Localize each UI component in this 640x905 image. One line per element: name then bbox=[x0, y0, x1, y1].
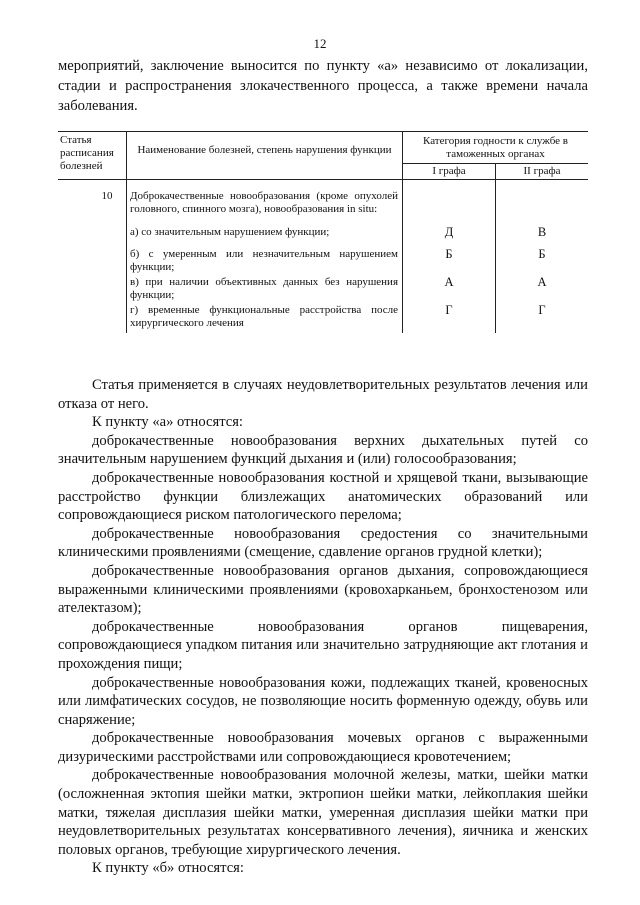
row-value-col1: А bbox=[403, 276, 496, 304]
row-name: г) временные функциональные расстройства после хирургического лечения bbox=[127, 304, 403, 333]
paragraph: Статья применяется в случаях неудовлетворительных результатов лечения или отказа от него. bbox=[58, 377, 588, 412]
row-value-col1: Д bbox=[403, 226, 496, 248]
table-row bbox=[58, 304, 588, 333]
row-value-col2 bbox=[496, 190, 589, 226]
paragraph: доброкачественные новообразования мочевых органов с выраженными дизурическими расстройствами или сопровождающиеся кровотечением; bbox=[58, 730, 588, 765]
row-value-col2: В bbox=[537, 225, 547, 239]
header-category: Категория годности к службе в таможенных органах bbox=[403, 132, 589, 164]
table-row bbox=[58, 276, 588, 304]
article-number: 10 bbox=[58, 190, 127, 333]
paragraph: доброкачественные новообразования молочной железы, матки, шейки матки (осложненная эктопия шейки матки, эктропион шейки матки, лейкоплакия шейки матки, тяжелая дисплазия шейки матки, умеренная дисплазия шейки матки при неудовлетворительных результатах консервативного лечения), яичника и женских половых органов, требующие хирургического лечения. bbox=[58, 767, 588, 858]
page-number: 12 bbox=[313, 36, 327, 51]
intro-paragraph: мероприятий, заключение выносится по пункту «а» независимо от локализации, стадии и распространения злокачественного процесса, а также времени начала заболевания. bbox=[58, 58, 588, 114]
row-name: б) с умеренным или незначительным нарушением функции; bbox=[127, 248, 403, 276]
row-value-col2: А bbox=[537, 275, 547, 289]
row-name: Доброкачественные новообразования (кроме опухолей головного, спинного мозга), новообразования in situ: bbox=[127, 190, 403, 226]
table-row bbox=[58, 226, 588, 248]
header-column-1: I графа bbox=[403, 164, 496, 180]
table-row bbox=[58, 190, 588, 226]
paragraph: доброкачественные новообразования кожи, подлежащих тканей, кровеносных или лимфатических сосудов, не позволяющие носить форменную одежду, обувь или снаряжение; bbox=[58, 674, 588, 728]
paragraph: доброкачественные новообразования верхних дыхательных путей со значительным нарушением функций дыхания и (или) голосообразования; bbox=[58, 432, 588, 468]
disease-schedule-table bbox=[58, 131, 588, 333]
paragraph: К пункту «б» относятся: bbox=[92, 860, 244, 877]
row-name: в) при наличии объективных данных без нарушения функции; bbox=[127, 276, 403, 304]
paragraph: доброкачественные новообразования костной и хрящевой ткани, вызывающие расстройство функции близлежащих анатомических образований или сопровождающиеся риском патологического перелома; bbox=[58, 469, 588, 524]
row-value-col1 bbox=[403, 190, 496, 226]
table-header-row bbox=[58, 132, 588, 164]
header-disease-name: Наименование болезней, степень нарушения функции bbox=[127, 132, 403, 180]
body-text bbox=[58, 376, 588, 878]
header-article: Статья расписания болезней bbox=[58, 132, 127, 180]
header-column-2: II графа bbox=[496, 164, 589, 180]
table-row bbox=[58, 248, 588, 276]
paragraph: доброкачественные новообразования органов пищеварения, сопровождающиеся упадком питания или значительно затрудняющие акт глотания и прохождения пищи; bbox=[58, 618, 588, 672]
row-value-col2: Б bbox=[538, 247, 546, 261]
paragraph: доброкачественные новообразования средостения со значительными клиническими проявлениями (смещение, сдавление органов грудной клетки); bbox=[58, 525, 588, 561]
table-spacer bbox=[58, 180, 588, 191]
row-value-col1: Б bbox=[403, 248, 496, 276]
paragraph: доброкачественные новообразования органов дыхания, сопровождающиеся выраженными клиническими проявлениями (кровохарканьем, бронхостенозом или ателектазом); bbox=[58, 562, 588, 617]
paragraph: К пункту «а» относятся: bbox=[92, 414, 243, 431]
row-value-col1: Г bbox=[403, 304, 496, 333]
row-name: а) со значительным нарушением функции; bbox=[127, 226, 403, 248]
row-value-col2: Г bbox=[538, 303, 546, 317]
